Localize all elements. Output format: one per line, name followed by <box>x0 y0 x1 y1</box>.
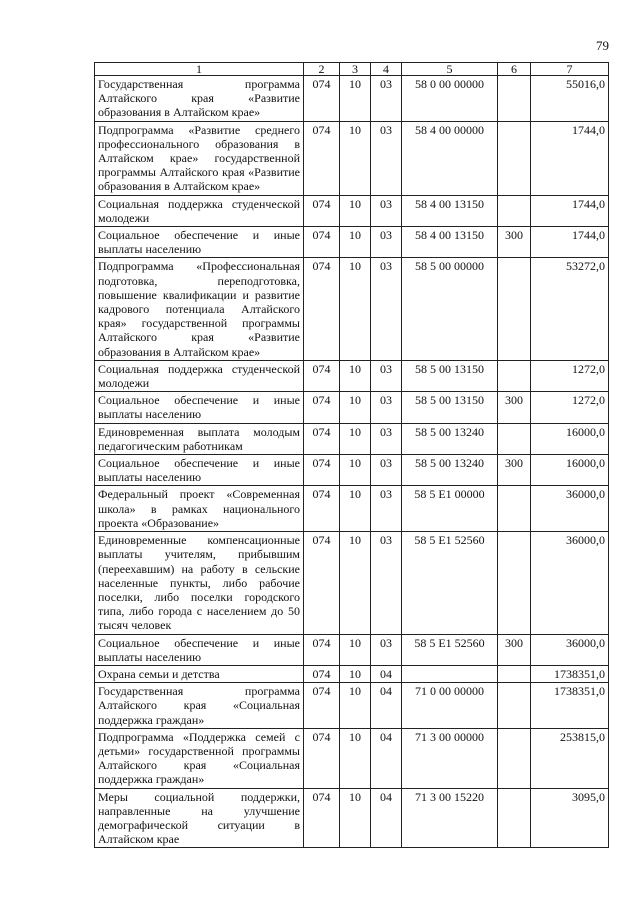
row-name-cell: Федеральный проект «Современная школа» в рамках национального проекта «Образование» <box>95 486 304 532</box>
ministry-code-cell: 074 <box>304 76 340 122</box>
subsection-code-cell: 03 <box>371 258 402 360</box>
target-article-cell: 58 5 E1 00000 <box>402 486 498 532</box>
expense-type-cell <box>498 121 531 195</box>
target-article-cell: 71 0 00 00000 <box>402 683 498 729</box>
row-name-cell: Социальная поддержка студенческой молодежи <box>95 195 304 226</box>
expense-type-cell: 300 <box>498 455 531 486</box>
section-code-cell: 10 <box>340 121 371 195</box>
section-code-cell: 10 <box>340 683 371 729</box>
amount-cell: 253815,0 <box>531 728 609 788</box>
subsection-code-cell: 04 <box>371 728 402 788</box>
section-code-cell: 10 <box>340 258 371 360</box>
column-header: 2 <box>304 63 340 76</box>
ministry-code-cell: 074 <box>304 532 340 634</box>
subsection-code-cell: 03 <box>371 195 402 226</box>
ministry-code-cell: 074 <box>304 423 340 454</box>
section-code-cell: 10 <box>340 788 371 848</box>
amount-cell: 16000,0 <box>531 423 609 454</box>
table-row <box>95 665 609 682</box>
amount-cell: 1738351,0 <box>531 665 609 682</box>
subsection-code-cell: 03 <box>371 486 402 532</box>
row-name-cell: Социальное обеспечение и иные выплаты населению <box>95 455 304 486</box>
section-code-cell: 10 <box>340 532 371 634</box>
expense-type-cell: 300 <box>498 392 531 423</box>
expense-type-cell <box>498 486 531 532</box>
ministry-code-cell: 074 <box>304 121 340 195</box>
section-code-cell: 10 <box>340 76 371 122</box>
expense-type-cell <box>498 76 531 122</box>
column-header: 1 <box>95 63 304 76</box>
row-name-cell: Единовременная выплата молодым педагогическим работникам <box>95 423 304 454</box>
ministry-code-cell: 074 <box>304 455 340 486</box>
ministry-code-cell: 074 <box>304 683 340 729</box>
table-row <box>95 121 609 195</box>
column-header: 6 <box>498 63 531 76</box>
amount-cell: 36000,0 <box>531 486 609 532</box>
page-number: 79 <box>596 38 609 53</box>
table-row <box>95 486 609 532</box>
amount-cell: 55016,0 <box>531 76 609 122</box>
amount-cell: 53272,0 <box>531 258 609 360</box>
ministry-code-cell: 074 <box>304 258 340 360</box>
row-name-cell: Социальное обеспечение и иные выплаты населению <box>95 392 304 423</box>
amount-cell: 16000,0 <box>531 455 609 486</box>
subsection-code-cell: 03 <box>371 76 402 122</box>
amount-cell: 36000,0 <box>531 634 609 665</box>
row-name-cell: Меры социальной поддержки, направленные на улучшение демографической ситуации в Алтайском крае <box>95 788 304 848</box>
amount-cell: 1744,0 <box>531 227 609 258</box>
table-row <box>95 76 609 122</box>
section-code-cell: 10 <box>340 423 371 454</box>
table-row <box>95 683 609 729</box>
ministry-code-cell: 074 <box>304 227 340 258</box>
section-code-cell: 10 <box>340 360 371 391</box>
row-name-cell: Государственная программа Алтайского края «Развитие образования в Алтайском крае» <box>95 76 304 122</box>
row-name-cell: Государственная программа Алтайского края «Социальная поддержка граждан» <box>95 683 304 729</box>
target-article-cell: 58 5 E1 52560 <box>402 634 498 665</box>
subsection-code-cell: 03 <box>371 392 402 423</box>
amount-cell: 3095,0 <box>531 788 609 848</box>
row-name-cell: Социальная поддержка студенческой молодежи <box>95 360 304 391</box>
subsection-code-cell: 03 <box>371 121 402 195</box>
ministry-code-cell: 074 <box>304 486 340 532</box>
expense-type-cell <box>498 195 531 226</box>
amount-cell: 1272,0 <box>531 392 609 423</box>
expense-type-cell <box>498 423 531 454</box>
expense-type-cell <box>498 728 531 788</box>
subsection-code-cell: 03 <box>371 360 402 391</box>
table-header-row <box>95 63 609 76</box>
ministry-code-cell: 074 <box>304 195 340 226</box>
expense-type-cell <box>498 788 531 848</box>
section-code-cell: 10 <box>340 392 371 423</box>
section-code-cell: 10 <box>340 728 371 788</box>
table-row <box>95 728 609 788</box>
row-name-cell: Подпрограмма «Поддержка семей с детьми» государственной программы Алтайского края «Социальная поддержка граждан» <box>95 728 304 788</box>
subsection-code-cell: 04 <box>371 665 402 682</box>
row-name-cell: Охрана семьи и детства <box>95 665 304 682</box>
expense-type-cell: 300 <box>498 227 531 258</box>
table-row <box>95 532 609 634</box>
expense-type-cell: 300 <box>498 634 531 665</box>
target-article-cell <box>402 665 498 682</box>
ministry-code-cell: 074 <box>304 728 340 788</box>
expense-type-cell <box>498 360 531 391</box>
expense-type-cell <box>498 532 531 634</box>
section-code-cell: 10 <box>340 455 371 486</box>
target-article-cell: 58 5 00 00000 <box>402 258 498 360</box>
ministry-code-cell: 074 <box>304 392 340 423</box>
expense-type-cell <box>498 258 531 360</box>
table-row <box>95 360 609 391</box>
row-name-cell: Подпрограмма «Развитие среднего профессионального образования в Алтайском крае» государственной программы Алтайского края «Развитие образования в Алтайском крае» <box>95 121 304 195</box>
target-article-cell: 71 3 00 00000 <box>402 728 498 788</box>
table-row <box>95 392 609 423</box>
target-article-cell: 58 5 00 13240 <box>402 423 498 454</box>
target-article-cell: 58 0 00 00000 <box>402 76 498 122</box>
target-article-cell: 58 5 00 13150 <box>402 360 498 391</box>
section-code-cell: 10 <box>340 486 371 532</box>
table-row <box>95 423 609 454</box>
row-name-cell: Социальное обеспечение и иные выплаты населению <box>95 634 304 665</box>
amount-cell: 1744,0 <box>531 121 609 195</box>
ministry-code-cell: 074 <box>304 665 340 682</box>
table-row <box>95 227 609 258</box>
section-code-cell: 10 <box>340 227 371 258</box>
expense-type-cell <box>498 665 531 682</box>
column-header: 7 <box>531 63 609 76</box>
table-row <box>95 258 609 360</box>
subsection-code-cell: 03 <box>371 423 402 454</box>
section-code-cell: 10 <box>340 634 371 665</box>
subsection-code-cell: 03 <box>371 227 402 258</box>
ministry-code-cell: 074 <box>304 634 340 665</box>
target-article-cell: 58 5 00 13240 <box>402 455 498 486</box>
subsection-code-cell: 03 <box>371 455 402 486</box>
subsection-code-cell: 04 <box>371 683 402 729</box>
subsection-code-cell: 04 <box>371 788 402 848</box>
column-header: 5 <box>402 63 498 76</box>
amount-cell: 1738351,0 <box>531 683 609 729</box>
section-code-cell: 10 <box>340 195 371 226</box>
row-name-cell: Социальное обеспечение и иные выплаты населению <box>95 227 304 258</box>
ministry-code-cell: 074 <box>304 360 340 391</box>
table-row <box>95 455 609 486</box>
subsection-code-cell: 03 <box>371 532 402 634</box>
target-article-cell: 58 5 00 13150 <box>402 392 498 423</box>
table-row <box>95 788 609 848</box>
table-body <box>95 76 609 848</box>
table-row <box>95 634 609 665</box>
subsection-code-cell: 03 <box>371 634 402 665</box>
table-row <box>95 195 609 226</box>
section-code-cell: 10 <box>340 665 371 682</box>
target-article-cell: 58 4 00 13150 <box>402 195 498 226</box>
budget-table <box>94 62 609 848</box>
amount-cell: 1744,0 <box>531 195 609 226</box>
amount-cell: 36000,0 <box>531 532 609 634</box>
column-header: 4 <box>371 63 402 76</box>
expense-type-cell <box>498 683 531 729</box>
ministry-code-cell: 074 <box>304 788 340 848</box>
column-header: 3 <box>340 63 371 76</box>
row-name-cell: Подпрограмма «Профессиональная подготовка, переподготовка, повышение квалификации и развитие кадрового потенциала Алтайского края» государственной программы Алтайского края «Развитие образования в Алтайском крае» <box>95 258 304 360</box>
amount-cell: 1272,0 <box>531 360 609 391</box>
row-name-cell: Единовременные компенсационные выплаты учителям, прибывшим (переехавшим) на работу в сельские населенные пункты, либо рабочие поселки, либо поселки городского типа, либо города с населением до 50 тысяч человек <box>95 532 304 634</box>
target-article-cell: 58 4 00 13150 <box>402 227 498 258</box>
target-article-cell: 58 4 00 00000 <box>402 121 498 195</box>
target-article-cell: 71 3 00 15220 <box>402 788 498 848</box>
target-article-cell: 58 5 E1 52560 <box>402 532 498 634</box>
